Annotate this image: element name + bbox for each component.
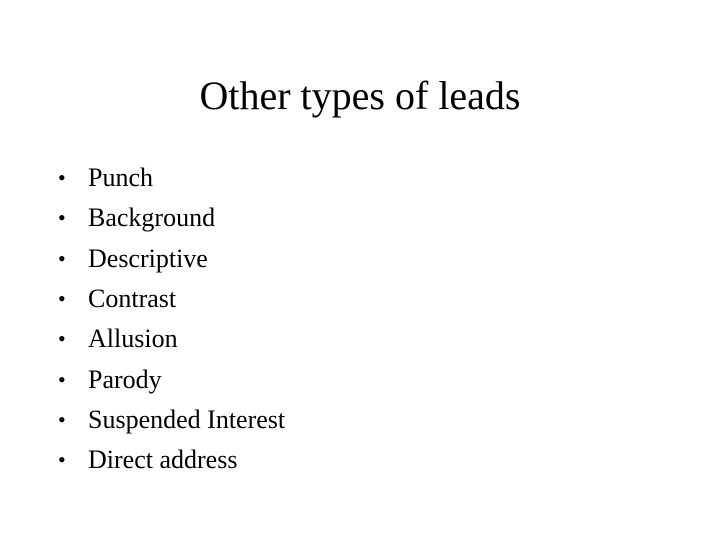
bullet-icon: • bbox=[58, 245, 66, 271]
list-item-label: Suspended Interest bbox=[88, 404, 286, 434]
list-item bbox=[58, 279, 285, 319]
list-item bbox=[58, 239, 285, 279]
list-item bbox=[58, 158, 285, 198]
bullet-icon: • bbox=[58, 165, 66, 191]
list-item-label: Punch bbox=[88, 163, 153, 193]
list-item-label: Contrast bbox=[88, 284, 177, 314]
bullet-icon: • bbox=[58, 326, 66, 352]
bullet-icon: • bbox=[58, 205, 66, 231]
bullet-icon: • bbox=[58, 447, 66, 473]
list-item-label: Direct address bbox=[88, 445, 238, 475]
slide-title: Other types of leads bbox=[199, 73, 521, 118]
list-item-label: Background bbox=[88, 203, 216, 233]
list-item-label: Parody bbox=[88, 364, 162, 394]
list-item bbox=[58, 359, 285, 399]
list-item-label: Allusion bbox=[88, 324, 178, 354]
bullet-icon: • bbox=[58, 286, 66, 312]
bullet-list bbox=[58, 158, 285, 480]
bullet-icon: • bbox=[58, 366, 66, 392]
list-item-label: Descriptive bbox=[88, 243, 208, 273]
list-item bbox=[58, 400, 285, 440]
list-item bbox=[58, 440, 285, 480]
list-item bbox=[58, 198, 285, 238]
list-item bbox=[58, 319, 285, 359]
bullet-icon: • bbox=[58, 406, 66, 432]
